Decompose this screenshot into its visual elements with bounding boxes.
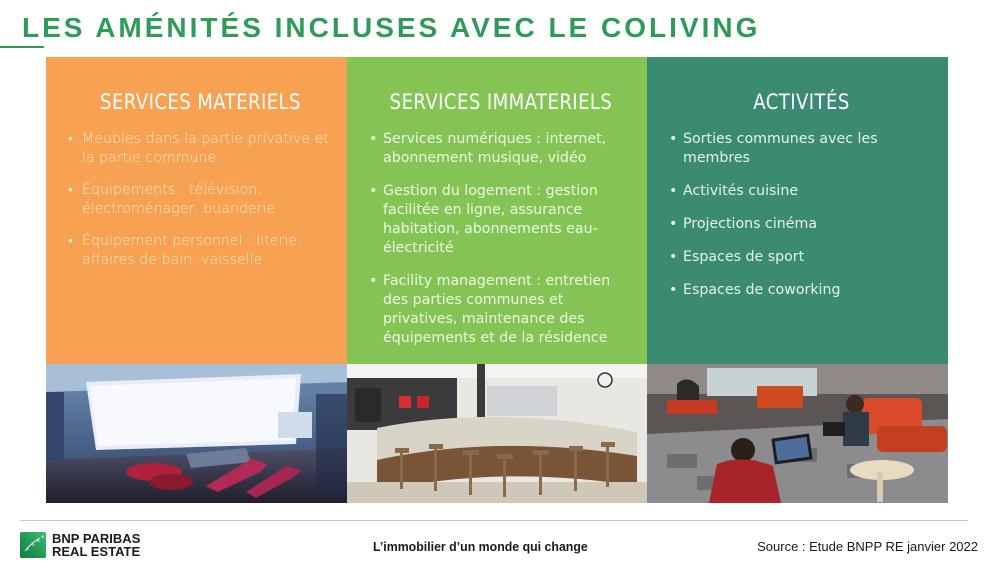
photo-strip xyxy=(46,364,948,503)
list-item: • Équipements : télévision, électroménager, buanderie xyxy=(68,181,333,219)
amenities-columns xyxy=(46,57,948,364)
page-title: LES AMÉNITÉS INCLUSES AVEC LE COLIVING xyxy=(22,12,761,43)
list-item: • Espaces de sport xyxy=(669,248,934,267)
list-item: • Activités cuisine xyxy=(669,182,934,201)
logo-wordmark xyxy=(52,532,140,558)
list-item: • Espaces de coworking xyxy=(669,281,934,300)
footer-divider xyxy=(20,520,968,521)
coworking-lounge-photo xyxy=(647,364,948,503)
source-note: Source : Etude BNPP RE janvier 2022 xyxy=(757,539,978,554)
title-underline xyxy=(0,46,44,48)
bullet-list xyxy=(669,130,934,300)
tagline: L’immobilier d’un monde qui change xyxy=(373,539,588,554)
kitchen-bar-photo xyxy=(347,364,647,503)
list-item: • Projections cinéma xyxy=(669,215,934,234)
list-item: • Sorties communes avec les membres xyxy=(669,130,934,168)
list-item: • Meubles dans la partie privative et la partie commune xyxy=(68,130,333,168)
logo-line1: BNP PARIBAS xyxy=(52,531,141,546)
column-activites xyxy=(647,57,948,364)
list-item: • Équipement personnel : literie, affaires de bain, vaisselle xyxy=(68,232,333,270)
bullet-list xyxy=(369,130,633,348)
column-services-immateriels xyxy=(347,57,647,364)
bnp-paribas-logo xyxy=(20,532,140,558)
column-services-materiels xyxy=(46,57,347,364)
logo-line2: REAL ESTATE xyxy=(52,544,141,559)
list-item: • Facility management : entretien des parties communes et privatives, maintenance des équipements et de la résidence xyxy=(369,272,633,348)
list-item: • Gestion du logement : gestion facilitée en ligne, assurance habitation, abonnements eau-électricité xyxy=(369,182,633,258)
list-item: • Services numériques : internet, abonnement musique, vidéo xyxy=(369,130,633,168)
bullet-list xyxy=(68,130,333,270)
column-heading: ACTIVITÉS xyxy=(753,90,850,114)
column-heading: SERVICES MATERIELS xyxy=(100,90,301,114)
cinema-room-photo xyxy=(46,364,347,503)
column-heading: SERVICES IMMATERIELS xyxy=(389,90,613,114)
bnp-stars-icon xyxy=(20,532,46,558)
